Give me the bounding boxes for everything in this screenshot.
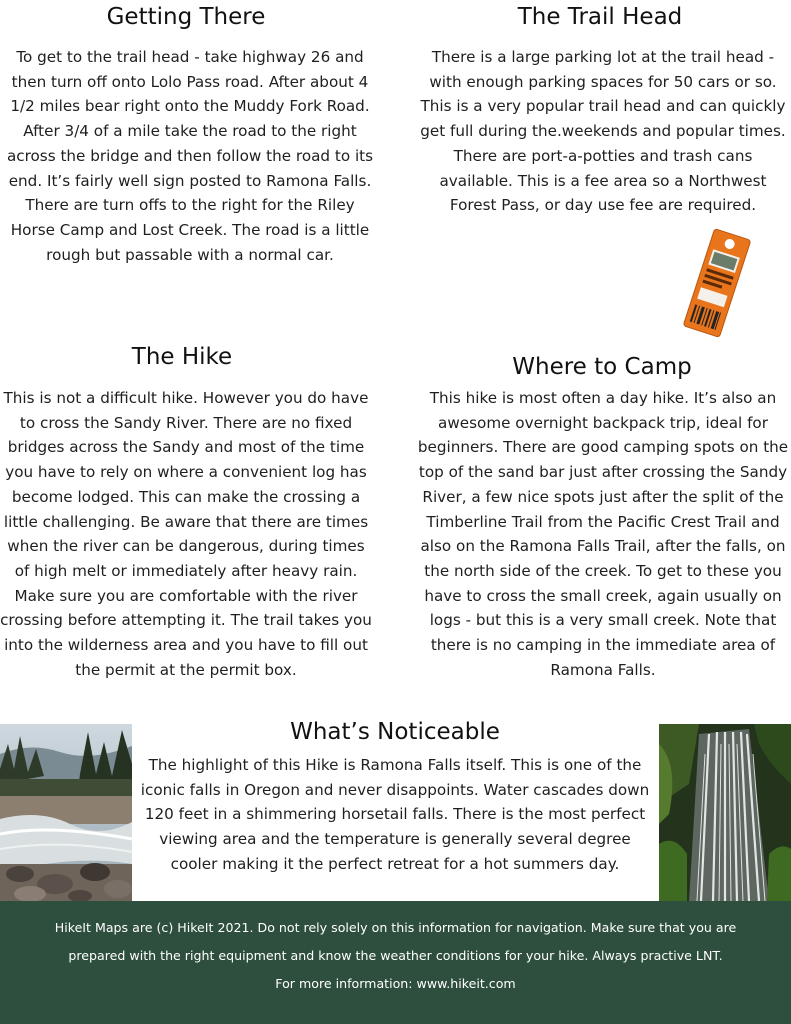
- getting-there-body: To get to the trail head - take highway 26 and then turn off onto Lolo Pass road. After about 4 1/2 miles bear right onto the Muddy Fork Road. After 3/4 of a mile take the road to the right across the bridge and then follow the road to its end. It’s fairly well sign posted to Ramona Falls. There are turn offs to the right for the Riley Horse Camp and Lost Creek. The road is a little rough but passable with a normal car.: [6, 48, 374, 264]
- whats-noticeable-title: What’s Noticeable: [290, 719, 500, 745]
- getting-there-title: Getting There: [106, 4, 266, 30]
- the-hike-title: The Hike: [131, 344, 233, 370]
- trail-head-body: There is a large parking lot at the trail head - with enough parking spaces for 50 cars or so. This is a very popular trail head and can quickly get full during the.weekends and popular times. There are port-a-potties and trash cans available. This is a fee area so a Northwest Forest Pass, or day use fee are required.: [420, 48, 786, 215]
- whats-noticeable-body: The highlight of this Hike is Ramona Falls itself. This is one of the iconic falls in Oregon and never disappoints. Water cascades down 120 feet in a shimmering horsetail falls. There is the most perfect viewing area and the temperature is generally several degree cooler making it the perfect retreat for a hot summers day.: [140, 756, 650, 873]
- the-hike-body: This is not a difficult hike. However you do have to cross the Sandy River. There are no fixed bridges across the Sandy and most of the time you have to rely on where a convenient log has become lodged. This can make the crossing a little challenging. Be aware that there are times when the river can be dangerous, during times of high melt or immediately after heavy rain. Make sure you are comfortable with the river crossing before attempting it. The trail takes you into the wilderness area and you have to fill out the permit at the permit box.: [0, 389, 372, 679]
- footer-line-3: For more information: www.hikeit.com: [275, 976, 516, 991]
- waterfall-photo: [659, 724, 791, 901]
- where-to-camp-body: This hike is most often a day hike. It’s also an awesome overnight backpack trip, ideal for beginners. There are good camping spots on the top of the sand bar just after crossing the Sandy River, a few nice spots just after the split of the Timberline Trail from the Pacific Crest Trail and also on the Ramona Falls Trail, after the falls, on the north side of the creek. To get to these you have to cross the small creek, again usually on logs - but this is a very small creek. Note that there is no camping in the immediate area of Ramona Falls.: [417, 389, 789, 679]
- footer-line-2: prepared with the right equipment and know the weather conditions for your hike. Always practive LNT.: [68, 948, 723, 963]
- forest-pass-tag-icon: [682, 228, 752, 338]
- footer-line-1: HikeIt Maps are (c) HikeIt 2021. Do not rely solely on this information for navigation. Make sure that you are: [54, 920, 737, 935]
- footer-disclaimer: [0, 901, 791, 1024]
- where-to-camp-title: Where to Camp: [512, 354, 692, 380]
- trail-head-title: The Trail Head: [517, 4, 683, 30]
- river-crossing-photo: [0, 724, 132, 901]
